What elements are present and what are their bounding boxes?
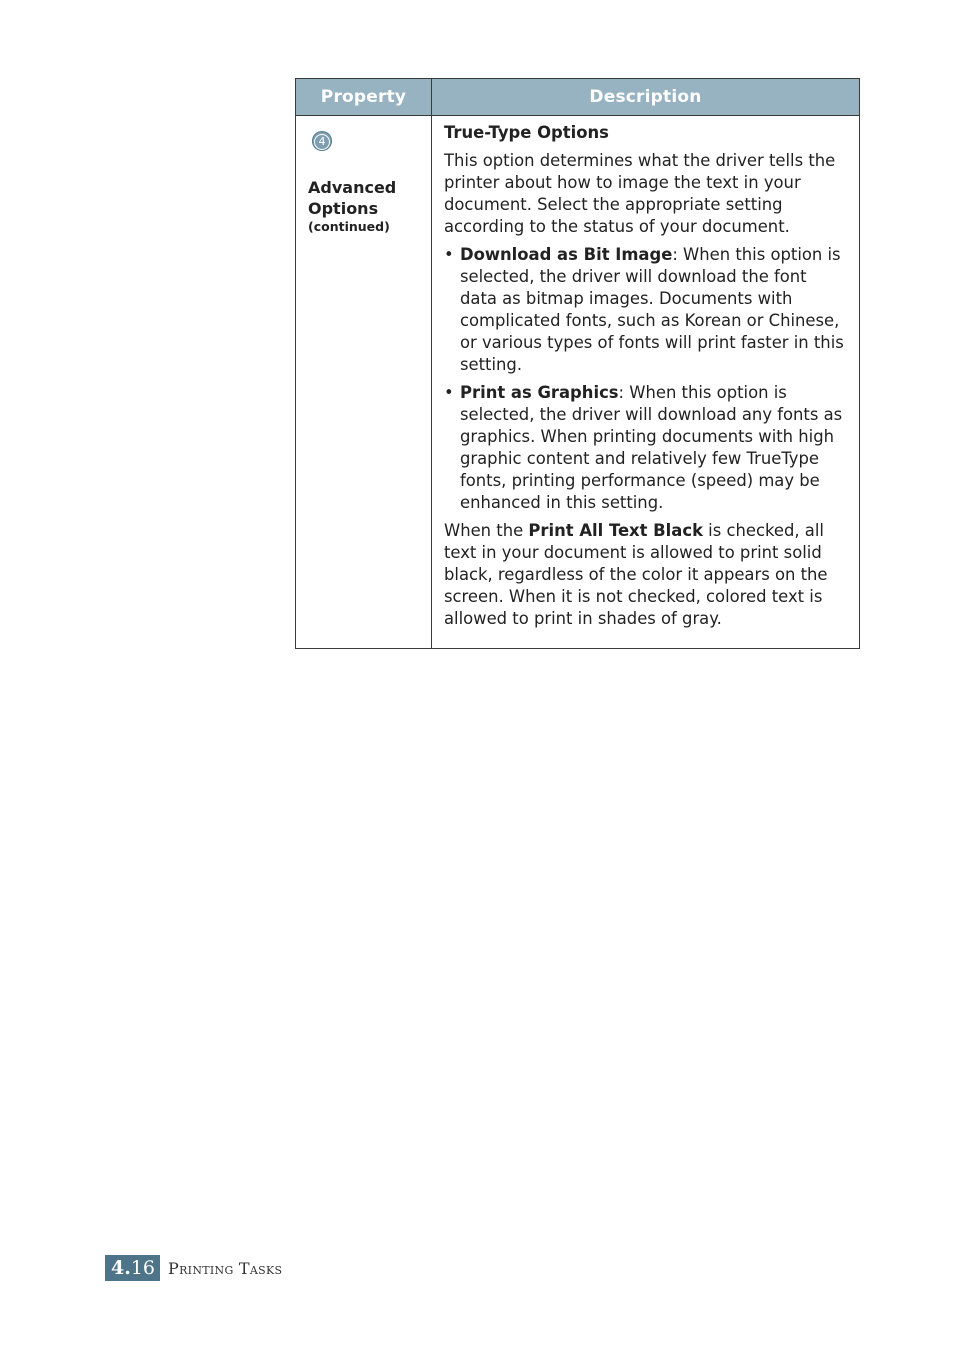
- number-badge-label: 4: [314, 134, 330, 150]
- bullet-icon: •: [444, 383, 454, 402]
- list-item-download-bit-image: [444, 244, 847, 376]
- property-continued-note: (continued): [308, 219, 390, 234]
- page-footer: [105, 1255, 282, 1281]
- option-name: Download as Bit Image: [460, 245, 673, 264]
- bullet-icon: •: [444, 245, 454, 264]
- option-description: : When this option is selected, the driver will download the font data as bitmap images. Documents with complicated fonts, such as Korean or Chinese, or various types of fonts will print faster in this setting.: [460, 245, 844, 374]
- description-closing: [444, 520, 847, 630]
- property-name: Advanced Options: [308, 178, 397, 218]
- section-title: Printing Tasks: [168, 1258, 283, 1278]
- chapter-number: 4.: [111, 1257, 131, 1279]
- description-column-header: Description: [432, 79, 860, 116]
- description-intro: This option determines what the driver tells the printer about how to image the text in your document. Select the appropriate setting according to the status of your document.: [444, 151, 836, 236]
- description-cell: [432, 116, 860, 649]
- property-table: [295, 78, 860, 649]
- table-row: [296, 116, 860, 649]
- property-column-header: Property: [296, 79, 432, 116]
- list-item-print-as-graphics: [444, 382, 847, 514]
- page-number-badge: [105, 1255, 160, 1281]
- description-title: True-Type Options: [444, 123, 609, 142]
- number-badge-icon: [312, 131, 332, 151]
- table-header-row: [296, 79, 860, 116]
- property-cell: [296, 116, 432, 649]
- page-number: 16: [130, 1257, 156, 1279]
- option-description: : When this option is selected, the driver will download any fonts as graphics. When printing documents with high graphic content and relatively few TrueType fonts, printing performance (speed) may be enhanced in this setting.: [460, 383, 843, 512]
- closing-option-name: Print All Text Black: [528, 521, 703, 540]
- option-name: Print as Graphics: [460, 383, 619, 402]
- closing-suffix: is checked, all text in your document is allowed to print solid black, regardless of the color it appears on the screen. When it is not checked, colored text is allowed to print in shades of gray.: [444, 521, 828, 628]
- closing-prefix: When the: [444, 521, 529, 540]
